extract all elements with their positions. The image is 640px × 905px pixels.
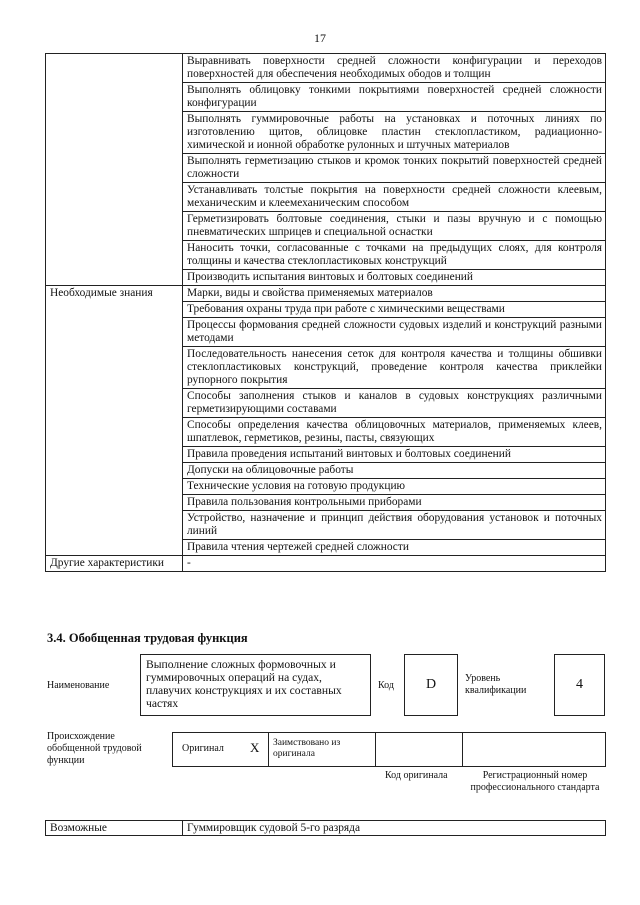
origin-code-label: Код оригинала [385,770,448,781]
row-label: Необходимые знания [46,286,183,556]
row-value: Устройство, назначение и принцип действия оборудования установок и поточных линий [183,511,606,540]
row-value: Наносить точки, согласованные с точками на предыдущих слоях, для контроля толщины и качества стеклопластиковых конструкций [183,241,606,270]
name-value: Выполнение сложных формовочных и гуммировочных операций на судах, плавучих конструкциях и их составных частях [140,654,371,716]
row-value: Допуски на облицовочные работы [183,463,606,479]
row-value: Последовательность нанесения сеток для контроля качества и толщины обшивки стеклопластиковых конструкций, проведение контроля качества приклейки рупорного покрытия [183,347,606,389]
page-number: 17 [314,31,326,45]
possible-label: Возможные [46,821,183,836]
knowledge-row [46,286,606,302]
row-value: Выполнять герметизацию стыков и кромок тонких покрытий поверхностей средней сложности [183,154,606,183]
row-value: Требования охраны труда при работе с химическими веществами [183,302,606,318]
level-value: 4 [554,654,605,716]
row-value: Правила чтения чертежей средней сложности [183,540,606,556]
code-value: D [404,654,458,716]
row-value: Выравнивать поверхности средней сложности конфигурации и переходов поверхностей для обеспечения необходимых ободов и толщин [183,54,606,83]
section-title: 3.4. Обобщенная трудовая функция [47,631,248,645]
origin-table [172,732,606,767]
reg-number-label: Регистрационный номер профессионального стандарта [470,770,600,793]
possible-titles-table [45,820,606,836]
skills-knowledge-table [45,53,606,572]
name-label: Наименование [47,680,110,691]
origin-label: Происхождение обобщенной трудовой функции [47,731,142,766]
row-value: Процессы формования средней сложности судовых изделий и конструкций разными методами [183,318,606,347]
row-value: Правила пользования контрольными приборами [183,495,606,511]
row-value: - [183,556,606,572]
row-value: Способы определения качества облицовочных материалов, применяемых клеев, шпатлевок, герметиков, резины, пасты, связующих [183,418,606,447]
original-label: Оригинал [182,743,224,754]
other-row [46,556,606,572]
row-value: Выполнять облицовку тонкими покрытиями поверхностей средней сложности конфигурации [183,83,606,112]
row-value: Технические условия на готовую продукцию [183,479,606,495]
row-value: Герметизировать болтовые соединения, стыки и пазы вручную и с помощью пневматических шприцев и специальной оснастки [183,212,606,241]
row-value: Производить испытания винтовых и болтовых соединений [183,270,606,286]
skill-row [46,54,606,83]
row-value: Способы заполнения стыков и каналов в судовых конструкциях различными герметизирующими составами [183,389,606,418]
row-value: Выполнять гуммировочные работы на установках и поточных линиях по изготовлению щитов, облицовке пластин стеклопластиком, радиационно-химической и ионной обработке рулонных и штучных материалов [183,112,606,154]
borrowed-label: Заимствовано из оригинала [273,738,341,759]
row-label [46,54,183,286]
row-value: Марки, виды и свойства применяемых материалов [183,286,606,302]
row-label: Другие характеристики [46,556,183,572]
possible-value: Гуммировщик судовой 5-го разряда [183,821,606,836]
code-label: Код [378,680,394,691]
level-label: Уровень квалификации [465,673,527,696]
row-value: Устанавливать толстые покрытия на поверхности средней сложности клеевым, механическим и клеемеханическим способом [183,183,606,212]
original-mark: X [250,740,260,755]
row-value: Правила проведения испытаний винтовых и болтовых соединений [183,447,606,463]
